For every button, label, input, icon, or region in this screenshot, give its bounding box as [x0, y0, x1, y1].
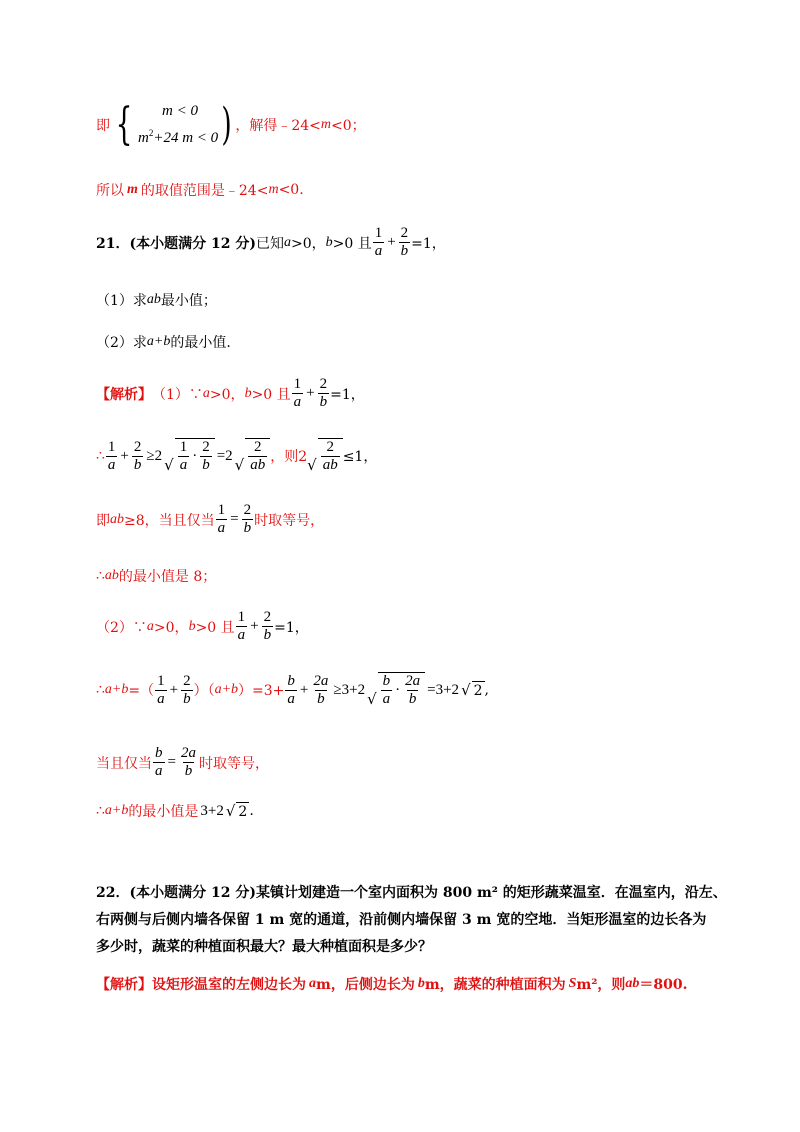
text: ∴: [96, 448, 105, 464]
var-a-plus-b: a+b: [104, 682, 129, 697]
text: =2: [216, 447, 233, 464]
text: 已知: [255, 235, 284, 252]
sol21-line5: （2）∵ a >0， b >0 且 $\frac{1}{a}$ + $\frac{2}{b}$ =1，: [96, 609, 309, 643]
var-a-plus-b: a+b: [214, 682, 239, 697]
text: （1）∵: [152, 386, 203, 403]
sol21-line3: 即 ab ≥8，当且仅当 $\frac{1}{a}$ = $\frac{2}{b}$ 时取等号，: [96, 502, 325, 536]
text: 多少时，蔬菜的种植面积最大？最大种植面积是多少？: [96, 939, 432, 955]
text: <0.: [278, 182, 304, 198]
text: ≥3+2: [333, 681, 366, 698]
fraction-2a-over-b: $\frac{2a}{b}$: [313, 672, 329, 707]
text: 3+2: [200, 802, 224, 819]
var-a-plus-b: a+b: [104, 803, 129, 818]
fraction-1-over-a: $\frac{1}{a}$: [237, 609, 246, 643]
text: ∴: [96, 803, 105, 819]
prev-solution-line1: [96, 100, 366, 149]
text: m²，则: [576, 977, 626, 993]
text: ，解得﹣24<: [235, 117, 321, 134]
radical-2-over-ab: √ $\frac{2}{ab}$: [307, 438, 343, 474]
var-b: b: [417, 976, 425, 991]
solution-tag: 【解析】: [96, 386, 152, 403]
text: ）=3+: [238, 683, 285, 699]
text: ≥8，当且仅当: [124, 512, 215, 529]
text: 即: [96, 117, 110, 134]
text: ∴: [96, 682, 105, 698]
fraction-2-over-b: $\frac{2}{b}$: [400, 225, 409, 259]
text: 所以: [96, 183, 124, 199]
text: =1，: [411, 235, 446, 252]
var-b: b: [244, 385, 252, 401]
var-ab: ab: [146, 292, 161, 307]
prev-solution-line2: [96, 180, 304, 200]
q22-number: 22．: [96, 885, 130, 901]
text: 某镇计划建造一个室内面积为 800 m² 的矩形蔬菜温室．在温室内，沿左、: [255, 885, 727, 901]
var-S: S: [568, 976, 577, 991]
text: ≤1，: [342, 449, 378, 465]
q21-part2: [96, 332, 231, 352]
sol21-line2: ∴ $\frac{1}{a}$ + $\frac{2}{b}$ ≥2 √ $\frac{1}{a}$ · $\frac{2}{b}$ =2 √ $\frac{2}{ab}$ ，则2 √ $\frac{2}{ab}$ ≤1，: [96, 438, 378, 474]
var-b: b: [325, 234, 333, 250]
fraction-b-over-a: $\frac{b}{a}$: [287, 672, 295, 707]
sol21-line6: ∴ a+b =（ $\frac{1}{a}$ + $\frac{2}{b}$ ）（ a+b ）=3+ $\frac{b}{a}$ + $\frac{2a}{b}$ ≥3+2 √ $\frac{b}{a}$ · $\frac{2a}{b}$ =3+2 √ 2 ,: [96, 672, 489, 708]
text: >0，: [290, 235, 326, 252]
radical-2: √ 2: [225, 802, 248, 820]
text: 右两侧与后侧内墙各保留 1 m 宽的通道，沿前侧内墙保留 3 m 宽的空地．当矩形温室的边长各为: [96, 912, 707, 928]
fraction-2-over-b: $\frac{2}{b}$: [183, 672, 191, 707]
q22-line2: [96, 909, 706, 929]
text: ＝800.: [639, 977, 688, 993]
solution-tag: 【解析】: [96, 977, 152, 993]
text: >0 且: [332, 235, 372, 252]
fraction-2-over-b: $\frac{2}{b}$: [319, 376, 328, 410]
text: <0；: [331, 117, 366, 134]
text: （2）求: [96, 335, 147, 351]
fraction-1-over-a: $\frac{1}{a}$: [107, 438, 116, 473]
text: （2）∵: [96, 619, 147, 636]
var-ab: ab: [110, 511, 124, 527]
text: （1）求: [96, 293, 147, 309]
text: >0，: [153, 619, 189, 636]
var-ab: ab: [625, 976, 640, 991]
fraction-1-over-a: $\frac{1}{a}$: [217, 502, 226, 536]
sol22-line1: [96, 974, 688, 994]
var-a: a: [146, 618, 154, 634]
fraction-2-over-b: $\frac{2}{b}$: [133, 438, 142, 473]
text: 设矩形温室的左侧边长为: [152, 977, 306, 993]
radical-2: √ 2: [461, 681, 483, 699]
fraction-1-over-a: $\frac{1}{a}$: [157, 672, 165, 707]
sol21-line8: [96, 801, 254, 821]
fraction-2-over-b: $\frac{2}{b}$: [243, 502, 252, 536]
q22-points: (本小题满分 12 分): [129, 885, 256, 901]
inequality-system: { m < 0 $m^2+24$ m < 0 ): [115, 98, 232, 150]
text: 最小值；: [160, 293, 217, 309]
q22-line1: [96, 882, 727, 902]
q21-stem: 21． (本小题满分 12 分) 已知 a >0， b >0 且 $\frac{1}{a}$ + $\frac{2}{b}$ =1，: [96, 225, 446, 259]
var-ab: ab: [104, 568, 119, 583]
text: 的最小值是 8；: [118, 569, 217, 585]
var-a: a: [202, 385, 210, 401]
text: 时取等号，: [254, 512, 325, 529]
text: .: [249, 803, 254, 819]
text: 的取值范围是﹣24<: [140, 183, 269, 199]
fraction-2a-over-b: $\frac{2a}{b}$: [180, 745, 196, 779]
var-a: a: [309, 976, 316, 991]
q22-line3: [96, 936, 432, 956]
text: 当且仅当: [96, 755, 152, 772]
text: =1，: [330, 386, 365, 403]
text: ，则2: [270, 449, 308, 465]
sys-row2: +24 m < 0: [153, 130, 219, 146]
text: 时取等号，: [198, 755, 269, 772]
radical-product: √ $\frac{1}{a}$ · $\frac{2}{b}$: [164, 438, 215, 474]
var-a: a: [283, 234, 291, 250]
fraction-2-over-b: $\frac{2}{b}$: [263, 609, 272, 643]
radical-2-over-ab: √ $\frac{2}{ab}$: [235, 438, 271, 474]
text: >0 且: [195, 619, 235, 636]
var-m: m: [127, 182, 138, 197]
q21-points: (本小题满分 12 分): [129, 235, 256, 252]
sol21-line7: 当且仅当 $\frac{b}{a}$ = $\frac{2a}{b}$ 时取等号，: [96, 745, 269, 779]
text: 的最小值.: [170, 335, 231, 351]
text: m，后侧边长为: [316, 977, 415, 993]
fraction-1-over-a: $\frac{1}{a}$: [293, 376, 302, 410]
text: m，蔬菜的种植面积为: [424, 977, 566, 993]
sys-row1: m < 0: [162, 103, 198, 119]
text: >0 且: [251, 386, 291, 403]
text: =（: [128, 683, 155, 699]
var-b: b: [188, 618, 196, 634]
text: 的最小值是: [128, 804, 199, 820]
text: ）（: [193, 683, 215, 699]
q21-part1: [96, 290, 217, 310]
text: ≥2: [146, 447, 163, 464]
var-m: m: [320, 116, 332, 132]
fraction-1-over-a: $\frac{1}{a}$: [374, 225, 383, 259]
var-a-plus-b: a+b: [146, 334, 171, 349]
text: 即: [96, 512, 110, 529]
text: ∴: [96, 568, 105, 584]
var-m: m: [268, 182, 279, 197]
sol21-line4: [96, 566, 216, 586]
sol21-line1: 【解析】 （1）∵ a >0， b >0 且 $\frac{1}{a}$ + $\frac{2}{b}$ =1，: [96, 376, 365, 410]
fraction-b-over-a: $\frac{b}{a}$: [155, 745, 163, 779]
sys-row2-m: m: [138, 130, 149, 146]
text: >0，: [209, 386, 245, 403]
radical-product-2: √ $\frac{b}{a}$ · $\frac{2a}{b}$: [367, 672, 425, 708]
text: =3+2: [427, 681, 460, 698]
text: =1，: [274, 619, 309, 636]
q21-number: 21．: [96, 235, 130, 252]
